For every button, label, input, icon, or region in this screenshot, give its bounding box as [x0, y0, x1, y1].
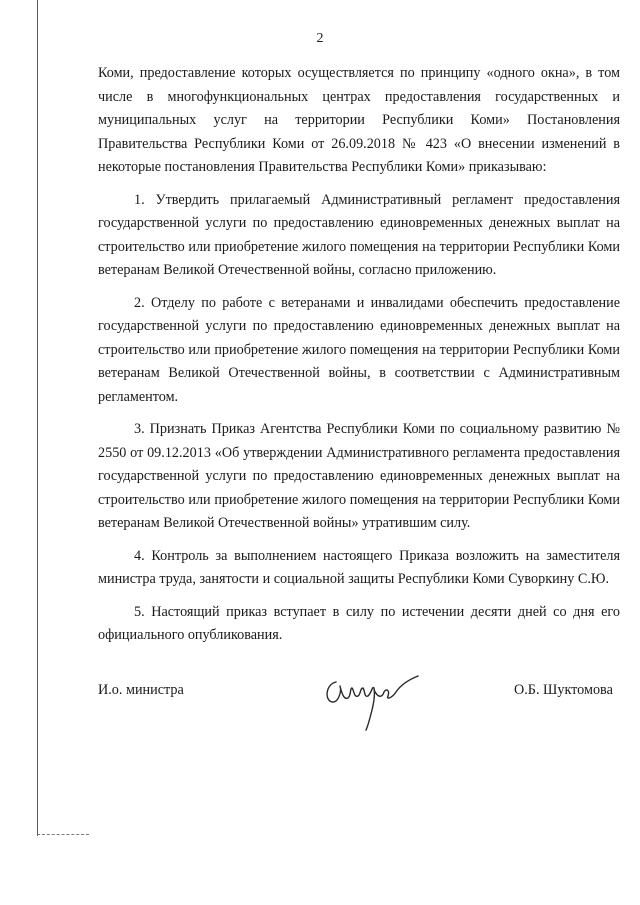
page-number: 2 [316, 31, 324, 46]
signatory-name: О.Б. Шуктомова [514, 682, 613, 698]
handwritten-signature [318, 668, 428, 734]
order-item-4: 4. Контроль за выполнением настоящего Приказа возложить на заместителя министра труда, занятости и социальной защиты Республики Коми Суворкину С.Ю. [98, 547, 620, 587]
order-item-1: 1. Утвердить прилагаемый Административный регламент предоставления государственной услуги по предоставлению единовременных денежных выплат на строительство или приобретение жилого помещения на территории Республики Коми ветеранам Великой Отечественной войны, согласно приложению. [98, 191, 620, 278]
scan-edge-line [37, 0, 38, 836]
scan-edge-dash [37, 834, 89, 835]
order-item-3: 3. Признать Приказ Агентства Республики Коми по социальному развитию № 2550 от 09.12.2013 «Об утверждении Административного регламента предоставления государственной услуги по предоставлению единовременных денежных выплат на строительство или приобретение жилого помещения на территории Республики Коми ветеранам Великой Отечественной войны» утратившим силу. [98, 421, 620, 531]
intro-paragraph [98, 62, 620, 180]
signatory-title: И.о. министра [98, 682, 184, 698]
order-item-5: 5. Настоящий приказ вступает в силу по истечении десяти дней со дня его официального опубликования. [98, 603, 620, 643]
intro-line: некоторые постановления Правительства Республики Коми» приказываю: [98, 159, 547, 175]
intro-line: Коми, предоставление которых осуществляется по принципу «одного окна», в том [98, 65, 620, 81]
order-item-2: 2. Отделу по работе с ветеранами и инвалидами обеспечить предоставление государственной услуги по предоставлению единовременных денежных выплат на строительство или приобретение жилого помещения на территории Республики Коми ветеранам Великой Отечественной войны, в соответствии с Административным регламентом. [98, 294, 620, 405]
intro-line: муниципальных услуг на территории Республики Коми» Постановления [98, 112, 620, 128]
document-body [98, 62, 620, 657]
intro-line: числе в многофункциональных центрах предоставления государственных и [98, 88, 620, 105]
intro-line: Правительства Республики Коми от 26.09.2018 № 423 «О внесении изменений в [98, 135, 620, 152]
